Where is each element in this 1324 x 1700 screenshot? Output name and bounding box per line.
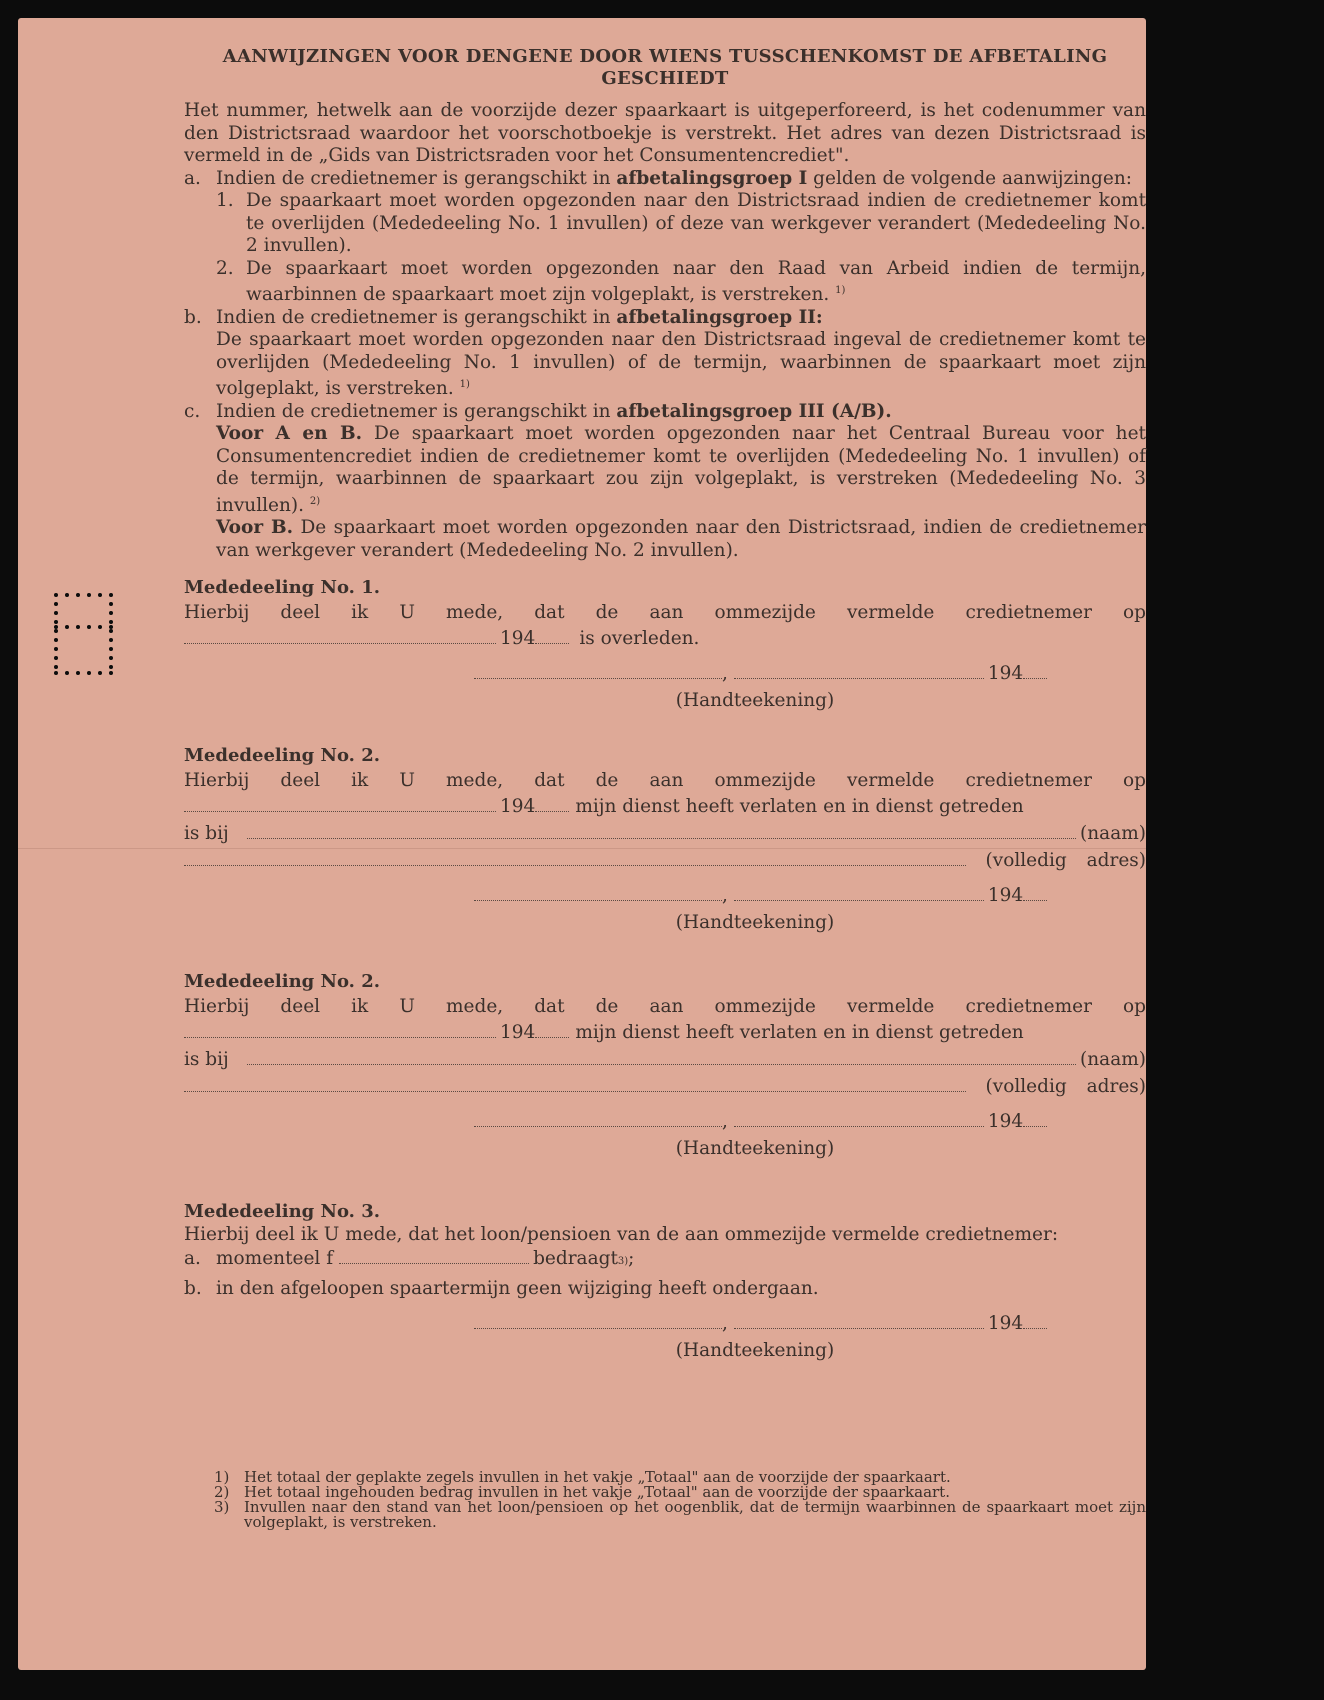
perforation-dot	[54, 593, 58, 597]
word: vermelde	[846, 770, 935, 792]
perforation-dot	[98, 625, 102, 629]
voor-b-label: Voor B.	[216, 517, 294, 539]
item-c	[184, 401, 1146, 424]
overleden-text: is overleden.	[579, 628, 700, 650]
year-field[interactable]	[1023, 666, 1047, 679]
bedraagt-text: bedraagt	[533, 1248, 618, 1270]
perforation-dot	[54, 665, 58, 669]
item-a-pre: Indien de credietnemer is gerangschikt in	[216, 167, 617, 189]
item-a-post: gelden de volgende aanwijzingen:	[807, 167, 1132, 189]
perforation-dot	[87, 593, 91, 597]
adres-field[interactable]	[184, 853, 966, 866]
perforation-dot	[98, 671, 102, 675]
item-c-pre: Indien de credietnemer is gerangschikt in	[216, 400, 617, 422]
intro-paragraph: Het nummer, hetwelk aan de voorzijde dezer spaarkaart is uitgeperforeerd, is het codenummer van den Districtsraad waardoor het voorschotboekje is verstrekt. Het adres van dezen Districtsraad is vermeld in de „Gids van Districtsraden voor het Consumentencrediet".	[184, 100, 1146, 166]
sub1-text: De spaarkaart moet worden opgezonden naar den Districtsraad indien de credietnemer komt te overlijden (Mededeeling No. 1 invullen) of deze van werkgever verandert (Mededeeling No. 2 invullen).	[246, 190, 1146, 256]
word: credietnemer	[965, 602, 1092, 624]
word: ommezijde	[714, 770, 816, 792]
year-prefix: 194	[987, 663, 1024, 685]
item-a-label: a.	[184, 167, 201, 189]
perforation-dot	[109, 611, 113, 615]
mededeeling-1-line1	[184, 600, 1146, 625]
page-title: AANWIJZINGEN VOOR DENGENE DOOR WIENS TUSSCHENKOMST DE AFBETALING GESCHIEDT	[222, 46, 1108, 89]
mededeeling-2a-heading: Mededeeling No. 2.	[184, 745, 380, 767]
word: op	[1123, 602, 1146, 624]
is-bij-label: is bij	[184, 1049, 229, 1071]
item-a-sub2	[216, 258, 1146, 307]
handteekening-label: (Handteekening)	[675, 690, 835, 712]
year-prefix: 194	[987, 1313, 1024, 1335]
perforation-dot	[76, 593, 80, 597]
word: op	[1123, 996, 1146, 1018]
perforation-dot	[54, 620, 58, 624]
date-field[interactable]	[184, 1025, 496, 1038]
perforation-dot	[87, 671, 91, 675]
mededeeling-1-heading: Mededeeling No. 1.	[184, 577, 380, 599]
instructions	[184, 46, 1146, 1364]
m3-a-end: ;	[628, 1248, 635, 1270]
word: ommezijde	[714, 602, 816, 624]
perforation-dot	[76, 625, 80, 629]
word: credietnemer	[965, 996, 1092, 1018]
date-field[interactable]	[184, 799, 496, 812]
word: aan	[649, 996, 684, 1018]
item-a-group: afbetalingsgroep I	[616, 167, 808, 189]
perforation-dot	[109, 656, 113, 660]
mededeeling-3-heading: Mededeeling No. 3.	[184, 1201, 380, 1223]
item-b-label: b.	[184, 306, 202, 328]
item-b-text: De spaarkaart moet worden opgezonden naar den Districtsraad ingeval de credietnemer komt te overlijden (Mededeeling No. 1 invullen) of de termijn, waarbinnen de spaarkaart moet zijn volgeplakt, is verstreken.	[216, 329, 1146, 400]
word: Hierbij	[184, 770, 250, 792]
place-field[interactable]	[474, 888, 722, 901]
perforation-dot	[109, 647, 113, 651]
word: vermelde	[846, 602, 935, 624]
footnote-text: Het totaal der geplakte zegels invullen in het vakje „Totaal" aan de voorzijde der spaarkaart.	[244, 1468, 951, 1486]
item-b	[184, 307, 1146, 330]
mededeeling-3-line1: Hierbij deel ik U mede, dat het loon/pensioen van de aan ommezijde vermelde credietnemer:	[184, 1224, 1059, 1246]
card	[18, 18, 1146, 1670]
word: U	[399, 602, 415, 624]
perforation-dot	[109, 629, 113, 633]
naam-field[interactable]	[247, 1052, 1076, 1065]
perforation-dot	[54, 602, 58, 606]
year-field[interactable]	[535, 631, 569, 644]
perforation-dot	[76, 671, 80, 675]
year-prefix: 194	[987, 1111, 1024, 1133]
year-field[interactable]	[535, 799, 569, 812]
perforation-dot	[54, 611, 58, 615]
word: mede,	[445, 996, 504, 1018]
year-field[interactable]	[1023, 888, 1047, 901]
mededeeling-2b-signature-line: , 194	[474, 1110, 1146, 1134]
perforation-dot	[54, 647, 58, 651]
word: ommezijde	[714, 996, 816, 1018]
word: mede,	[445, 770, 504, 792]
word: ik	[351, 996, 369, 1018]
handteekening-label: (Handteekening)	[675, 912, 835, 934]
item-c-group: afbetalingsgroep III (A/B).	[616, 400, 892, 422]
amount-field[interactable]	[339, 1251, 529, 1264]
word: credietnemer	[965, 770, 1092, 792]
footnote-text: Het totaal ingehouden bedrag invullen in het vakje „Totaal" aan de voorzijde der spaarkaart.	[244, 1483, 950, 1501]
adres-field[interactable]	[184, 1079, 966, 1092]
place-field[interactable]	[474, 666, 722, 679]
year-prefix: 194	[500, 1022, 536, 1044]
footnote-ref: 2)	[309, 495, 321, 507]
word: Hierbij	[184, 602, 250, 624]
footnote-label: 3)	[214, 1498, 230, 1516]
year-field[interactable]	[1023, 1114, 1047, 1127]
m3-a-label: a.	[184, 1248, 201, 1270]
date-field[interactable]	[734, 888, 984, 901]
voor-b-text: De spaarkaart moet worden opgezonden naar den Districtsraad, indien de credietnemer van werkgever verandert (Mededeeling No. 2 invullen).	[216, 517, 1146, 561]
word: deel	[280, 602, 321, 624]
word: mede,	[445, 602, 504, 624]
place-field[interactable]	[474, 1316, 722, 1329]
word: de	[595, 770, 619, 792]
item-a	[184, 168, 1146, 191]
year-prefix: 194	[987, 885, 1024, 907]
mededeeling-2b-line1	[184, 994, 1146, 1019]
word: U	[399, 770, 415, 792]
date-field[interactable]	[184, 631, 496, 644]
footnotes	[214, 1470, 1146, 1530]
perforation-dot	[109, 593, 113, 597]
item-c-ab	[216, 423, 1146, 517]
voor-a-en-b-label: Voor A en B.	[216, 423, 363, 445]
perforation-dot	[54, 638, 58, 642]
perforation-dot	[65, 671, 69, 675]
sub1-label: 1.	[216, 190, 234, 211]
year-prefix: 194	[500, 796, 536, 818]
word: deel	[280, 996, 321, 1018]
naam-field[interactable]	[247, 826, 1076, 839]
sub2-label: 2.	[216, 257, 234, 279]
adres-label: (volledig adres)	[985, 850, 1146, 872]
date-field[interactable]	[734, 1114, 984, 1127]
mededeeling-3	[184, 1200, 1146, 1364]
dienst-text: mijn dienst heeft verlaten en in dienst getreden	[575, 1022, 1024, 1044]
mededeeling-3-signature-line: , 194	[474, 1312, 1146, 1336]
footnote-ref: 1)	[459, 379, 470, 391]
adres-label: (volledig adres)	[985, 1076, 1146, 1098]
word: U	[399, 996, 415, 1018]
perforation-dot	[65, 625, 69, 629]
place-field[interactable]	[474, 1114, 722, 1127]
footnote-ref: 1)	[835, 285, 846, 296]
m3-b-text: in den afgeloopen spaartermijn geen wijziging heeft ondergaan.	[216, 1278, 819, 1300]
perforation-dot	[109, 665, 113, 669]
m3-b-label: b.	[184, 1278, 202, 1300]
year-field[interactable]	[1023, 1316, 1047, 1329]
is-bij-label: is bij	[184, 823, 229, 845]
word: ik	[351, 602, 369, 624]
word: de	[595, 996, 619, 1018]
item-b-group: afbetalingsgroep II:	[616, 306, 823, 328]
word: deel	[280, 770, 321, 792]
word: aan	[649, 770, 684, 792]
word: dat	[534, 770, 565, 792]
item-c-label: c.	[184, 400, 201, 422]
perforation-dot	[98, 593, 102, 597]
word: dat	[534, 996, 565, 1018]
momenteel-text: momenteel f	[216, 1248, 334, 1270]
mededeeling-2b-heading: Mededeeling No. 2.	[184, 971, 380, 993]
mededeeling-2a	[184, 744, 1146, 936]
perforation-dot	[109, 671, 113, 675]
naam-label: (naam)	[1080, 823, 1146, 845]
naam-label: (naam)	[1080, 1049, 1146, 1071]
footnote-label: 2)	[214, 1483, 230, 1501]
year-prefix: 194	[500, 628, 536, 650]
perforation-dot	[65, 593, 69, 597]
sub2-text: De spaarkaart moet worden opgezonden naar den Raad van Arbeid indien de termijn, waarbinnen de spaarkaart moet zijn volgeplakt, is verstreken.	[246, 257, 1146, 306]
word: de	[595, 602, 619, 624]
mededeeling-1-signature-line: , 194	[474, 662, 1146, 686]
perforation-dot	[109, 638, 113, 642]
voor-a-en-b-text: De spaarkaart moet worden opgezonden naar het Centraal Bureau voor het Consumentencrediet indien de credietnemer komt te overlijden (Mededeeling No. 1 invullen) of de termijn, waarbinnen de spaarkaart zou zijn volgeplakt, is verstreken (Mededeeling No. 3 invullen).	[216, 423, 1146, 516]
footnote-ref: 3)	[617, 1256, 629, 1268]
mededeeling-1	[184, 576, 1146, 714]
year-field[interactable]	[535, 1025, 569, 1038]
mededeeling-2a-signature-line: , 194	[474, 884, 1146, 908]
perforation-dot	[87, 625, 91, 629]
dienst-text: mijn dienst heeft verlaten en in dienst getreden	[575, 796, 1024, 818]
item-c-b	[216, 517, 1146, 562]
perforation-dot	[109, 602, 113, 606]
item-b-pre: Indien de credietnemer is gerangschikt in	[216, 306, 617, 328]
perforation-dot	[109, 620, 113, 624]
word: Hierbij	[184, 996, 250, 1018]
word: dat	[534, 602, 565, 624]
date-field[interactable]	[734, 666, 984, 679]
word: ik	[351, 770, 369, 792]
footnote-label: 1)	[214, 1468, 230, 1486]
perforation-dot	[54, 671, 58, 675]
date-field[interactable]	[734, 1316, 984, 1329]
perforation-dot	[54, 656, 58, 660]
footnote-text: Invullen naar den stand van het loon/pensioen op het oogenblik, dat de termijn waarbinnen de spaarkaart moet zijn volgeplakt, is verstreken.	[244, 1498, 1146, 1531]
word: op	[1123, 770, 1146, 792]
footnote	[214, 1500, 1146, 1530]
word: vermelde	[846, 996, 935, 1018]
mededeeling-2a-line1	[184, 768, 1146, 793]
word: aan	[649, 602, 684, 624]
handteekening-label: (Handteekening)	[675, 1340, 835, 1362]
handteekening-label: (Handteekening)	[675, 1138, 835, 1160]
item-b-body	[216, 329, 1146, 401]
perforation-dot	[54, 629, 58, 633]
item-a-sub1	[216, 190, 1146, 258]
mededeeling-2b	[184, 970, 1146, 1162]
